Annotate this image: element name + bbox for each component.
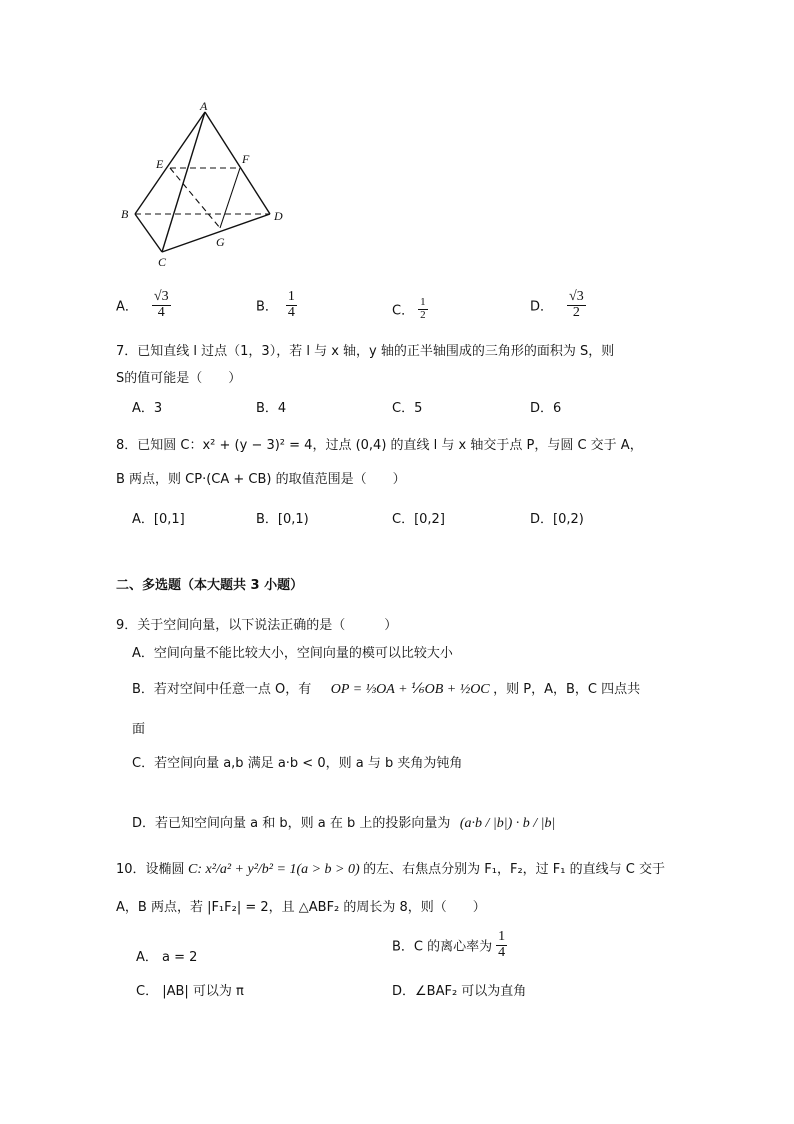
q9-d-equation: (a·b / |b|) · b / |b| <box>459 816 556 831</box>
q10-option-c: C． |AB| 可以为 π <box>136 984 244 999</box>
label-B: B <box>121 207 129 221</box>
edge-AC <box>162 112 205 252</box>
edge-EG <box>170 168 220 228</box>
q8-option-c: C．[0,2] <box>392 512 445 527</box>
q10-stem-line1: 10．设椭圆 C: x²/a² + y²/b² = 1(a > b > 0) 的左、右焦点分别为 F₁，F₂，过 F₁ 的直线与 C 交于 <box>116 862 665 877</box>
q10-stem-line2: A，B 两点，若 |F₁F₂| = 2，且 △ABF₂ 的周长为 8，则（ ） <box>116 900 486 915</box>
label-A: A <box>200 100 208 113</box>
section-heading: 二、多选题（本大题共 3 小题） <box>116 578 304 593</box>
label-D: D <box>274 209 283 223</box>
q8-stem-line1: 8．已知圆 C：x² + (y − 3)² = 4，过点 (0,4) 的直线 l 与 x 轴交于点 P，与圆 C 交于 A， <box>116 438 643 453</box>
tetrahedron-figure <box>110 100 310 270</box>
q6-option-c: C． $\frac{1}{2}$ <box>392 296 426 321</box>
q9-b-equation: OP = ⅓OA + ⅙OB + ½OC <box>330 682 490 697</box>
q10-option-a: A． a = 2 <box>136 950 198 965</box>
q6-option-b: B． $\frac{1}{4}$ <box>256 289 295 320</box>
label-G: G <box>216 235 225 249</box>
q8-option-b: B．[0,1) <box>256 512 309 527</box>
q8-option-d: D．[0,2) <box>530 512 584 527</box>
q6-option-a: A． $\frac{√3}{4}$ <box>116 289 169 320</box>
label-C: C <box>158 255 167 269</box>
q10-option-d: D．∠BAF₂ 可以为直角 <box>392 984 527 999</box>
q9-option-a: A．空间向量不能比较大小，空间向量的模可以比较大小 <box>132 646 453 661</box>
label-F: F <box>242 152 250 166</box>
q9-option-b: B．若对空间中任意一点 O，有 OP = ⅓OA + ⅙OB + ½OC ，则 P，A，B，C 四点共 <box>132 682 641 697</box>
q6-option-d: D． $\frac{√3}{2}$ <box>530 289 584 320</box>
q7-option-a: A．3 <box>132 401 163 416</box>
q9-option-d: D．若已知空间向量 a 和 b，则 a 在 b 上的投影向量为 (a·b / |b|) · b / |b| <box>132 816 556 831</box>
q7-option-b: B．4 <box>256 401 287 416</box>
q10-ellipse-equation: C: x²/a² + y²/b² = 1(a > b > 0) <box>188 862 360 877</box>
q9-option-b-cont: 面 <box>132 722 146 737</box>
edge-FG <box>220 168 240 228</box>
q9-option-c: C．若空间向量 a,b 满足 a·b < 0，则 a 与 b 夹角为钝角 <box>132 756 463 771</box>
q7-option-d: D．6 <box>530 401 562 416</box>
q7-option-c: C．5 <box>392 401 423 416</box>
q7-stem-line1: 7．已知直线 l 过点（1，3），若 l 与 x 轴，y 轴的正半轴围成的三角形的面积为 S，则 <box>116 344 615 359</box>
dashed-edges <box>135 168 270 228</box>
q10-option-b: B．C 的离心率为 $\frac{1}{4}$ <box>392 929 506 960</box>
q8-stem-line2: B 两点，则 CP·(CA + CB) 的取值范围是（ ） <box>116 472 406 487</box>
q9-stem: 9．关于空间向量，以下说法正确的是（ ） <box>116 618 398 633</box>
edge-AD <box>205 112 270 214</box>
q7-stem-line2: S的值可能是（ ） <box>116 371 242 386</box>
edge-BC <box>135 214 162 252</box>
edge-AB <box>135 112 205 214</box>
label-E: E <box>156 157 164 171</box>
solid-edges <box>135 112 270 252</box>
q8-option-a: A．[0,1] <box>132 512 185 527</box>
